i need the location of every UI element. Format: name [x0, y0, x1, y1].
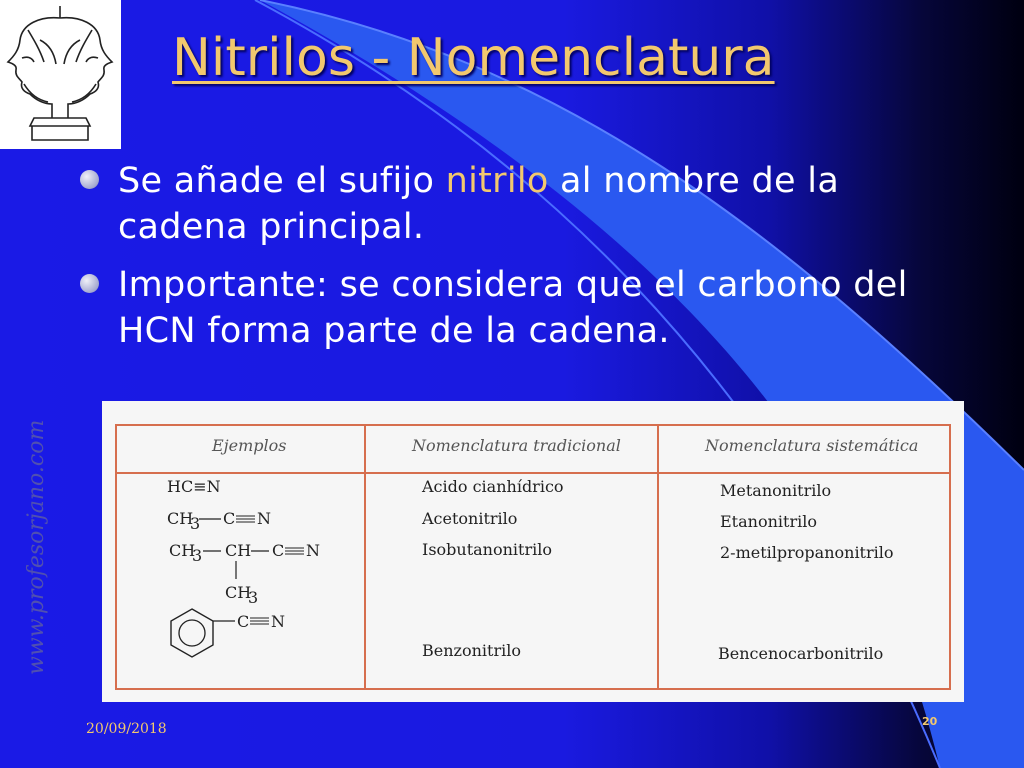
iso-c: C — [272, 541, 285, 560]
bullet-item-importante — [80, 262, 910, 354]
trad-isobutanonitrilo: Isobutanonitrilo — [422, 540, 552, 559]
watermark-url: www.profesorjano.com — [24, 419, 49, 676]
iso-branch-ch: CH — [225, 583, 252, 602]
acetonitrile-sub: 3 — [190, 514, 201, 533]
janus-head-icon — [0, 0, 121, 149]
header-ejemplos: Ejemplos — [212, 436, 287, 455]
iso-n: N — [306, 541, 320, 560]
benzo-c: C — [237, 612, 250, 631]
trad-acetonitrilo: Acetonitrilo — [422, 509, 518, 528]
slide-title: Nitrilos - Nomenclatura — [172, 28, 775, 88]
acetonitrile-n: N — [257, 509, 271, 528]
formula-hcn: HC≡N — [167, 477, 221, 496]
bullet-item-suffix — [80, 158, 910, 250]
page-number: 20 — [922, 715, 938, 728]
iso-ch: CH — [225, 541, 252, 560]
bullet-text-after: al nombre de la cadena principal. — [118, 161, 840, 247]
sys-metanonitrilo: Metanonitrilo — [720, 481, 832, 500]
iso-ch3: CH — [169, 541, 196, 560]
formula-benzonitrile — [171, 609, 285, 657]
benzo-n: N — [271, 612, 285, 631]
bullet-text-before: Se añade el sufijo — [118, 161, 446, 201]
bullet-text: Importante: se considera que el carbono del HCN forma parte de la cadena. — [118, 265, 908, 351]
sys-metilpropanonitrilo: 2-metilpropanonitrilo — [720, 543, 894, 562]
trad-benzonitrilo: Benzonitrilo — [422, 641, 521, 660]
formula-isobutyronitrile — [169, 541, 320, 607]
header-tradicional: Nomenclatura tradicional — [412, 436, 621, 455]
nomenclature-table-image — [102, 401, 964, 702]
nomenclature-table — [115, 424, 951, 690]
iso-branch-sub: 3 — [248, 588, 259, 607]
benzene-ring-icon — [171, 609, 213, 657]
iso-sub: 3 — [192, 546, 203, 565]
bullet-highlight-nitrilo: nitrilo — [445, 161, 549, 201]
trad-cianhidrico: Acido cianhídrico — [422, 477, 564, 496]
janus-logo — [0, 0, 121, 149]
bullet-dot-icon — [80, 274, 99, 293]
bullet-dot-icon — [80, 170, 99, 189]
header-sistematica: Nomenclatura sistemática — [705, 436, 919, 455]
acetonitrile-ch: CH — [167, 509, 194, 528]
sys-bencenocarbonitrilo: Bencenocarbonitrilo — [718, 644, 884, 663]
formula-acetonitrile — [167, 509, 271, 533]
sys-etanonitrilo: Etanonitrilo — [720, 512, 817, 531]
structural-formulas — [117, 426, 364, 688]
column-divider — [657, 426, 659, 688]
acetonitrile-c: C — [223, 509, 236, 528]
slide-date: 20/09/2018 — [86, 721, 167, 737]
bullet-list — [80, 158, 910, 366]
column-divider — [364, 426, 366, 688]
